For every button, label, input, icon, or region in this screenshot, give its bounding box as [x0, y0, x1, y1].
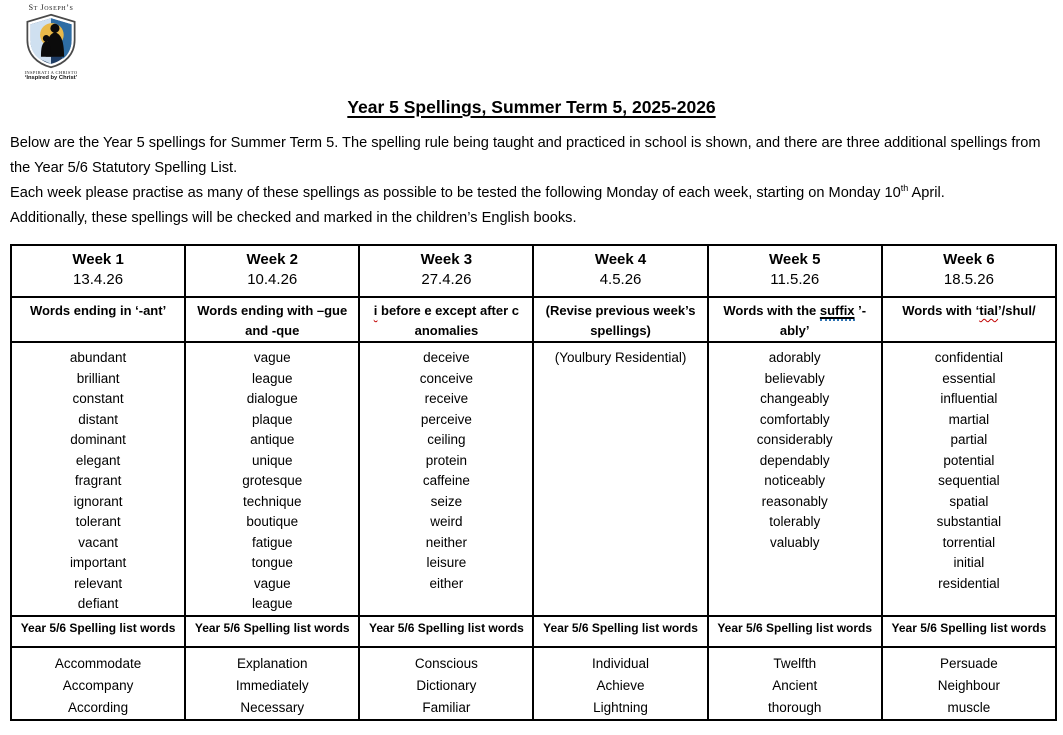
spelling-word: torrential: [942, 534, 996, 550]
week-2-header-cell: [185, 245, 359, 297]
rule-text: Words with ‘: [902, 303, 980, 318]
week-date: 18.5.26: [943, 271, 994, 288]
spelling-word: comfortably: [759, 411, 830, 427]
spelling-word: influential: [940, 391, 998, 406]
statutory-word: Ancient: [772, 677, 818, 693]
week-1-header-cell: [11, 245, 185, 297]
rule-marked-word-red-squiggle: i: [373, 303, 378, 318]
week-5-words-cell: [708, 342, 882, 616]
week-6-header-cell: [882, 245, 1056, 297]
week-name: Week 2: [246, 251, 298, 268]
intro-text: [10, 131, 1051, 231]
spelling-word: perceive: [420, 411, 472, 427]
spelling-word: residential: [938, 575, 1000, 591]
statutory-list-label: Year 5/6 Spelling list words: [20, 620, 176, 635]
week-4-statutory-header-cell: [533, 616, 707, 647]
spelling-word: vague: [253, 350, 291, 365]
statutory-word: Twelfth: [773, 655, 817, 671]
week-3-statutory-header-cell: [359, 616, 533, 647]
spelling-word: considerably: [756, 432, 833, 447]
spelling-word: defiant: [77, 596, 119, 611]
week-6-words-cell: [882, 342, 1056, 616]
statutory-word: Neighbour: [937, 677, 1001, 693]
week-2-words-cell: [185, 342, 359, 616]
spelling-word: league: [251, 596, 293, 611]
spelling-word: valuably: [769, 534, 820, 550]
spelling-word: tolerably: [769, 514, 821, 529]
spelling-word: confidential: [934, 350, 1004, 365]
statutory-list-label: Year 5/6 Spelling list words: [194, 620, 350, 635]
spelling-word: seize: [430, 493, 463, 509]
week-4-statutory-words-cell: [533, 647, 707, 720]
spelling-word: martial: [948, 411, 990, 427]
week-2-rule-cell: [185, 297, 359, 342]
week-5-rule-cell: [708, 297, 882, 342]
week-name: Week 5: [768, 251, 821, 268]
spelling-word: adorably: [768, 350, 821, 365]
statutory-word: Lightning: [593, 699, 648, 715]
spelling-word: vague: [253, 575, 291, 591]
spelling-word: dependably: [759, 452, 830, 468]
spelling-word: spatial: [949, 493, 989, 509]
spelling-word: unique: [251, 452, 293, 468]
spelling-word: fragrant: [74, 473, 122, 488]
spelling-word: constant: [72, 391, 124, 406]
week-3-words-cell: [359, 342, 533, 616]
school-crest-icon: [23, 13, 79, 69]
statutory-word: Accompany: [62, 677, 134, 693]
week-date: 10.4.26: [247, 271, 298, 288]
statutory-list-label: Year 5/6 Spelling list words: [891, 620, 1047, 635]
spelling-word: abundant: [69, 350, 127, 365]
spelling-word: vacant: [78, 534, 118, 550]
spelling-word: substantial: [936, 514, 1002, 529]
week-3-statutory-words-cell: [359, 647, 533, 720]
spelling-word: boutique: [246, 514, 299, 529]
spelling-word: fatigue: [251, 534, 293, 550]
week-3-rule-cell: [359, 297, 533, 342]
spelling-word: initial: [953, 555, 985, 570]
spelling-word: essential: [942, 370, 996, 386]
statutory-word: Achieve: [596, 677, 645, 693]
spelling-word: protein: [425, 452, 468, 468]
spelling-word: potential: [943, 452, 995, 468]
spelling-word: sequential: [938, 473, 1000, 488]
spelling-word: deceive: [423, 350, 470, 365]
spelling-word: grotesque: [242, 473, 303, 488]
spelling-word: caffeine: [422, 473, 470, 488]
spelling-word: either: [429, 575, 464, 591]
spelling-word: conceive: [419, 370, 474, 386]
week-3-header-cell: [359, 245, 533, 297]
week-name: Week 1: [72, 251, 124, 268]
spelling-word: reasonably: [761, 493, 828, 509]
week-5-header-cell: [708, 245, 882, 297]
week-2-statutory-words-cell: [185, 647, 359, 720]
spelling-table: [10, 244, 1057, 721]
intro-paragraph-2: [10, 181, 1051, 206]
week-name: Week 6: [943, 251, 995, 268]
statutory-word: According: [68, 699, 129, 715]
spelling-word: tongue: [251, 555, 293, 570]
spelling-word: important: [69, 555, 127, 570]
spelling-word: noticeably: [764, 473, 826, 488]
week-6-statutory-words-cell: [882, 647, 1056, 720]
statutory-word: Accommodate: [54, 655, 142, 671]
statutory-word: muscle: [947, 699, 991, 715]
week-6-statutory-header-cell: [882, 616, 1056, 647]
spelling-word: distant: [78, 411, 118, 427]
spelling-word: tolerant: [75, 514, 121, 529]
intro-paragraph-1: Below are the Year 5 spellings for Summer Term 5. The spelling rule being taught and practiced in school is shown, and there are three additional spellings from the Year 5/6 Statutory Spelling List.: [10, 135, 1041, 176]
statutory-word: Necessary: [240, 699, 305, 715]
week-date: 4.5.26: [599, 271, 642, 288]
spelling-word: neither: [425, 534, 468, 550]
statutory-word: Explanation: [236, 655, 308, 671]
spelling-word: believably: [764, 370, 825, 386]
page-title: Year 5 Spellings, Summer Term 5, 2025-2026: [347, 97, 716, 117]
statutory-list-label: Year 5/6 Spelling list words: [543, 620, 698, 635]
week-1-rule-cell: [11, 297, 185, 342]
statutory-word: Familiar: [422, 699, 471, 715]
spelling-word: plaque: [251, 411, 293, 427]
week-6-rule-cell: [882, 297, 1056, 342]
spelling-word: ignorant: [73, 493, 123, 509]
week-1-statutory-words-cell: [11, 647, 185, 720]
statutory-list-label: Year 5/6 Spelling list words: [369, 620, 524, 635]
rule-text: Words with the: [723, 303, 820, 318]
week-4-rule-cell: [533, 297, 707, 342]
week-date: 11.5.26: [770, 271, 820, 288]
rule-text: Words ending with –gue and -que: [197, 303, 348, 338]
week-1-words-cell: [11, 342, 185, 616]
rule-marked-word-suffix-underline: suffix: [820, 303, 855, 321]
week-date: 13.4.26: [73, 271, 124, 288]
week-2-statutory-header-cell: [185, 616, 359, 647]
school-logo: [12, 3, 90, 81]
rule-text: ’/shul/: [998, 303, 1036, 318]
week-4-words-cell: [533, 342, 707, 616]
statutory-word: Dictionary: [416, 677, 477, 693]
rule-text: before e except after c anomalies: [377, 303, 520, 338]
spelling-word: (Youlbury Residential): [554, 350, 687, 365]
spelling-word: elegant: [75, 452, 121, 468]
week-date: 27.4.26: [421, 271, 472, 288]
statutory-word: Persuade: [939, 655, 998, 671]
school-motto: ‘Inspired by Christ’: [24, 75, 78, 81]
spelling-word: brilliant: [76, 370, 120, 386]
spelling-word: league: [251, 370, 293, 386]
intro-paragraph-3: Additionally, these spellings will be checked and marked in the children’s English books.: [10, 210, 577, 226]
statutory-word: Individual: [592, 655, 650, 671]
intro-paragraph-2-text: Each week please practise as many of these spellings as possible to be tested the following Monday of each week, starting on Monday 10: [10, 185, 901, 201]
spelling-word: dialogue: [246, 391, 298, 406]
week-4-header-cell: [533, 245, 707, 297]
spelling-word: leisure: [426, 555, 467, 570]
ordinal-superscript: th: [900, 183, 909, 194]
spelling-word: antique: [250, 432, 295, 447]
statutory-word: Conscious: [414, 655, 478, 671]
week-name: Week 3: [420, 251, 473, 268]
statutory-list-label: Year 5/6 Spelling list words: [717, 620, 873, 635]
spelling-word: ceiling: [427, 432, 466, 447]
intro-paragraph-2-tail: April.: [908, 185, 945, 201]
spelling-word: receive: [424, 391, 469, 406]
rule-text: (Revise previous week’s spellings): [545, 303, 696, 338]
statutory-word: thorough: [768, 699, 822, 715]
week-5-statutory-words-cell: [708, 647, 882, 720]
week-5-statutory-header-cell: [708, 616, 882, 647]
school-motto-latin: INSPIRATI A CHRISTO: [24, 70, 78, 75]
rule-text: Words ending in ‘-ant’: [29, 303, 167, 318]
week-1-statutory-header-cell: [11, 616, 185, 647]
week-name: Week 4: [594, 251, 647, 268]
spelling-word: technique: [242, 493, 302, 509]
spelling-word: dominant: [70, 432, 126, 447]
spelling-word: weird: [430, 514, 463, 529]
spelling-word: partial: [950, 432, 988, 447]
rule-text: ’-ably’: [779, 303, 867, 338]
school-name: St Joseph’s: [28, 3, 74, 12]
spelling-word: changeably: [760, 391, 830, 406]
spelling-word: relevant: [74, 575, 123, 591]
statutory-word: Immediately: [235, 677, 309, 693]
rule-marked-word-red-squiggle: tial: [979, 303, 999, 318]
